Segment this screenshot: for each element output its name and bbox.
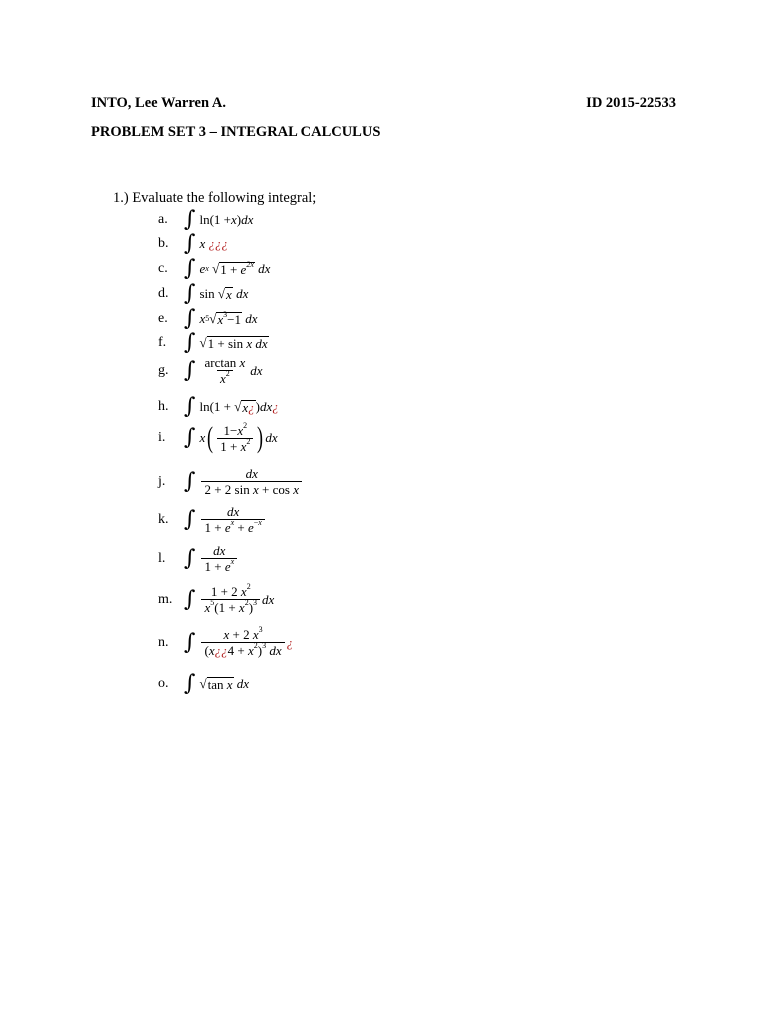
integral-item-c	[158, 258, 270, 280]
integral-expression: ∫ √ tan x dx	[184, 671, 250, 696]
item-label: d.	[158, 286, 169, 301]
integral-expression: ∫ e x √ $1 + e^{2x}$ dx	[184, 256, 271, 281]
integral-expression: ∫ x 5 √ $x^3-1$ dx	[184, 306, 258, 331]
item-label: i.	[158, 430, 166, 445]
integral-expression: ∫ x ( $\frac{1-x^2}{1 + x^2}$ ) dx	[184, 420, 278, 454]
student-id: ID 2015-22533	[586, 95, 676, 111]
integral-expression: ∫ sin √ x dx	[184, 281, 249, 306]
integral-item-b	[158, 233, 228, 255]
item-label: o.	[158, 676, 169, 691]
item-label: m.	[158, 591, 173, 607]
item-label: n.	[158, 634, 169, 650]
document-title: PROBLEM SET 3 – INTEGRAL CALCULUS	[91, 124, 381, 140]
item-label: g.	[158, 362, 169, 378]
student-name: INTO, Lee Warren A.	[91, 95, 226, 111]
integral-item-g	[158, 356, 263, 385]
integral-expression: ∫ x ¿¿¿	[184, 231, 228, 256]
integral-item-n	[158, 625, 294, 658]
item-label: l.	[158, 550, 166, 566]
integral-item-f	[158, 332, 269, 354]
integral-expression: ∫ $\frac{\text{arctan x}}{x^2}$ dx	[184, 355, 263, 386]
integral-item-i	[158, 420, 278, 454]
integral-item-d	[158, 283, 248, 305]
integral-expression: ∫ $\frac{x + 2 x^3}{(x¿¿4 + x^2)^3 dx}$ ¿	[184, 625, 294, 658]
integral-item-o	[158, 673, 249, 695]
integral-expression: ∫ $\frac{1 + 2 x^2}{x^5(1 + x^2)^3}$ dx	[184, 582, 275, 615]
integral-item-a	[158, 209, 253, 231]
integral-item-l	[158, 544, 239, 573]
integral-expression: ∫ √ 1 + sin x dx	[184, 330, 268, 355]
item-label: h.	[158, 399, 169, 414]
item-label: k.	[158, 511, 169, 527]
item-label: f.	[158, 335, 167, 350]
integral-expression: ∫ ln(1 + x ) dx	[184, 207, 254, 232]
item-label: a.	[158, 212, 168, 227]
question-prompt: 1.) Evaluate the following integral;	[113, 190, 317, 206]
integral-item-h	[158, 396, 279, 418]
integral-item-e	[158, 308, 258, 330]
integral-expression: ∫ $\frac{dx}{1 + e^x}$	[184, 544, 239, 573]
item-label: e.	[158, 311, 168, 326]
integral-item-j	[158, 467, 304, 496]
item-label: j.	[158, 473, 166, 489]
item-label: c.	[158, 261, 168, 276]
integral-item-m	[158, 582, 275, 615]
integral-expression: ∫ $\frac{dx}{1 + e^x + e^{-x}}$	[184, 505, 267, 534]
integral-expression: ∫ ln(1 + √ x¿ ) dx ¿	[184, 394, 279, 419]
item-label: b.	[158, 236, 169, 251]
integral-item-k	[158, 505, 267, 534]
integral-expression: ∫ $\frac{dx}{\text{2 + 2 sin x + cos x}}$	[184, 467, 304, 496]
